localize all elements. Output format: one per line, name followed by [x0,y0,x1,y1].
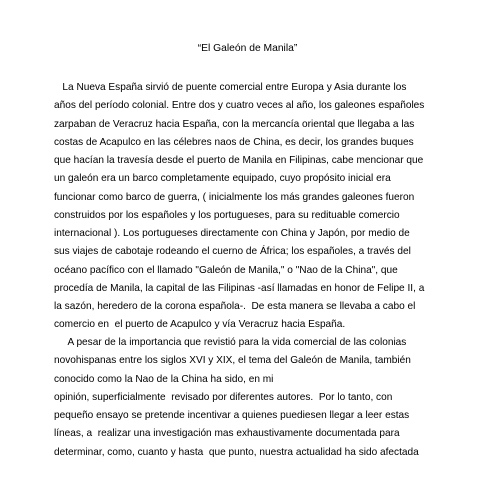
paragraph-line: novohispanas entre los siglos XVI y XIX, el tema del Galeón de Manila, también [54,355,411,367]
paragraph-line: internacional ). Los portugueses directamente con China y Japón, por medio de [54,228,410,239]
paragraph-line: La Nueva España sirvió de puente comercial entre Europa y Asia durante los [54,82,407,93]
paragraph-line: zarpaban de Veracruz hacia España, con la mercancía oriental que llegaba a las [54,118,415,130]
paragraph-line: determinar, como, cuanto y hasta que punto, nuestra actualidad ha sido afectada [54,446,419,458]
paragraph-line: años del período colonial. Entre dos y cuatro veces al año, los galeones españoles [54,100,425,112]
paragraph-line: sus viajes de cabotaje rodeando el cuerno de África; los españoles, a través del [54,246,411,258]
paragraph-line: costas de Acapulco en las célebres naos de China, es decir, los grandes buques [54,136,414,148]
paragraph-2 [54,334,454,462]
paragraph-line: A pesar de la importancia que revistió para la vida comercial de las colonias [54,337,407,348]
paragraph-line: un galeón era un barco completamente equipado, cuyo propósito inicial era [54,173,391,185]
paragraph-line: conocido como la Nao de la China ha sido, en mi [54,373,274,385]
paragraph-line: opinión, superficialmente revisado por diferentes autores. Por lo tanto, con [54,391,393,403]
paragraph-line: procedía de Manila, la capital de las Filipinas -así llamadas en honor de Felipe II, a [54,282,425,294]
paragraph-line: océano pacífico con el llamado "Galeón de Manila," o "Nao de la China", que [54,264,398,276]
paragraph-line: líneas, a realizar una investigación mas exhaustivamente documentada para [54,428,400,440]
document-title: “El Galeón de Manila” [197,43,298,54]
paragraph-line: la sazón, heredero de la corona española-. De esta manera se llevaba a cabo el [54,301,416,312]
paragraph-line: funcionar como barco de guerra, ( inicialmente los más grandes galeones fueron [54,191,415,203]
paragraph-line: construidos por los españoles y los portugueses, para su redituable comercio [54,209,400,221]
paragraph-line: pequeño ensayo se pretende incentivar a quienes puediesen llegar a leer estas [54,410,410,421]
paragraph-line: comercio en el puerto de Acapulco y vía Veracruz hacia España. [54,319,346,331]
paragraph-line: que hacían la travesía desde el puerto de Manila en Filipinas, cabe mencionar que [54,155,424,166]
paragraph-1 [54,79,454,335]
